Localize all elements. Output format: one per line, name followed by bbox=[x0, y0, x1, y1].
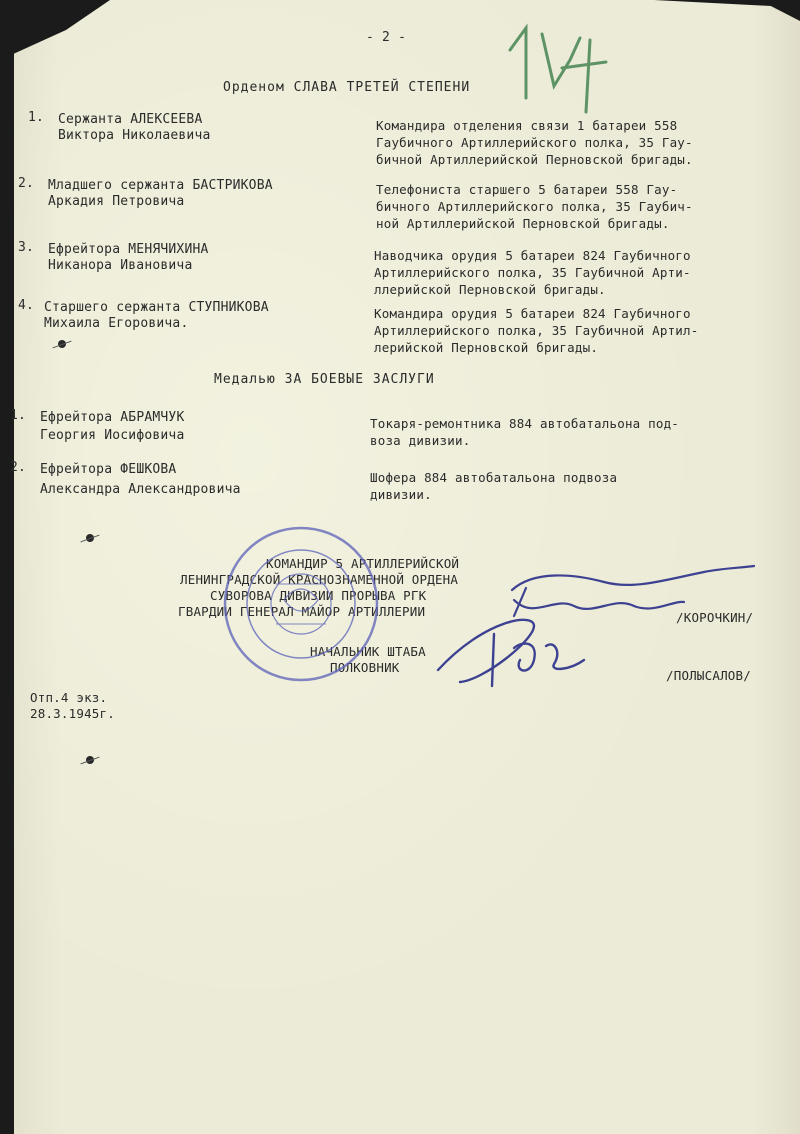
page-number: - 2 - bbox=[366, 30, 407, 45]
entry-name-rank: Ефрейтора АБРАМЧУК bbox=[40, 410, 185, 425]
section-heading-order-glory: Орденом СЛАВА ТРЕТЕЙ СТЕПЕНИ bbox=[223, 80, 471, 95]
entry-number: 3. bbox=[18, 240, 35, 255]
signature-title-line: СУВОРОВА ДИВИЗИИ ПРОРЫВА РГК bbox=[210, 588, 427, 603]
entry-role-line: ллерийской Перновской бригады. bbox=[374, 282, 606, 297]
entry-role-line: дивизии. bbox=[370, 487, 432, 502]
entry-role-line: ной Артиллерийской Перновской бригады. bbox=[376, 216, 670, 231]
entry-role-line: Командира отделения связи 1 батареи 558 bbox=[376, 118, 678, 133]
chief-of-staff-name: /ПОЛЫСАЛОВ/ bbox=[666, 668, 751, 683]
entry-name-given: Михаила Егоровича. bbox=[44, 316, 189, 331]
entry-role-line: Шофера 884 автобатальона подвоза bbox=[370, 470, 618, 485]
entry-role-line: Артиллерийского полка, 35 Гаубичной Артил- bbox=[374, 323, 699, 338]
ink-overlay bbox=[14, 0, 800, 1134]
commander-signature-icon bbox=[512, 566, 754, 616]
document-date: 28.3.1945г. bbox=[30, 706, 115, 721]
entry-role-line: Артиллерийского полка, 35 Гаубичной Арти- bbox=[374, 265, 691, 280]
signature-title-line: КОМАНДИР 5 АРТИЛЛЕРИЙСКОЙ bbox=[266, 556, 460, 571]
entry-role-line: воза дивизии. bbox=[370, 433, 471, 448]
entry-name-rank: Старшего сержанта СТУПНИКОВА bbox=[44, 300, 269, 315]
section-heading-medal-combat-merit: Медалью ЗА БОЕВЫЕ ЗАСЛУГИ bbox=[214, 372, 435, 387]
entry-role-line: лерийской Перновской бригады. bbox=[374, 340, 599, 355]
entry-name-given: Никанора Ивановича bbox=[48, 258, 193, 273]
entry-name-given: Виктора Николаевича bbox=[58, 128, 211, 143]
handwritten-mark-icon bbox=[510, 28, 606, 112]
chief-signature-icon bbox=[438, 620, 584, 686]
entry-name-rank: Ефрейтора МЕНЯЧИХИНА bbox=[48, 242, 209, 257]
entry-role-line: Командира орудия 5 батареи 824 Гаубичного bbox=[374, 306, 691, 321]
chief-of-staff-rank: ПОЛКОВНИК bbox=[330, 660, 400, 675]
entry-number: 1. bbox=[10, 408, 27, 423]
commander-name: /КОРОЧКИН/ bbox=[676, 610, 754, 625]
signature-title-line: ГВАРДИИ ГЕНЕРАЛ МАЙОР АРТИЛЛЕРИИ bbox=[178, 604, 426, 619]
entry-role-line: бичного Артиллерийского полка, 35 Гаубич- bbox=[376, 199, 693, 214]
entry-number: 2. bbox=[18, 176, 35, 191]
copies-note: Отп.4 экз. bbox=[30, 690, 108, 705]
entry-name-given: Аркадия Петровича bbox=[48, 194, 185, 209]
entry-role-line: Наводчика орудия 5 батареи 824 Гаубичного bbox=[374, 248, 691, 263]
entry-name-rank: Ефрейтора ФЕШКОВА bbox=[40, 462, 177, 477]
entry-name-rank: Младшего сержанта БАСТРИКОВА bbox=[48, 178, 273, 193]
entry-role-line: бичной Артиллерийской Перновской бригады. bbox=[376, 152, 693, 167]
chief-of-staff-title: НАЧАЛЬНИК ШТАБА bbox=[310, 644, 426, 659]
official-stamp-icon bbox=[225, 528, 377, 680]
entry-name-given: Георгия Иосифовича bbox=[40, 428, 185, 443]
entry-name-given: Александра Александровича bbox=[40, 482, 241, 497]
entry-role-line: Телефониста старшего 5 батареи 558 Гау- bbox=[376, 182, 678, 197]
document-page bbox=[10, 0, 800, 1134]
entry-number: 2. bbox=[10, 460, 27, 475]
entry-role-line: Токаря-ремонтника 884 автобатальона под- bbox=[370, 416, 680, 431]
entry-name-rank: Сержанта АЛЕКСЕЕВА bbox=[58, 112, 203, 127]
entry-number: 1. bbox=[28, 110, 45, 125]
signature-title-line: ЛЕНИНГРАДСКОЙ КРАСНОЗНАМЕННОЙ ОРДЕНА bbox=[180, 572, 459, 587]
entry-number: 4. bbox=[18, 298, 35, 313]
entry-role-line: Гаубичного Артиллерийского полка, 35 Гау- bbox=[376, 135, 693, 150]
